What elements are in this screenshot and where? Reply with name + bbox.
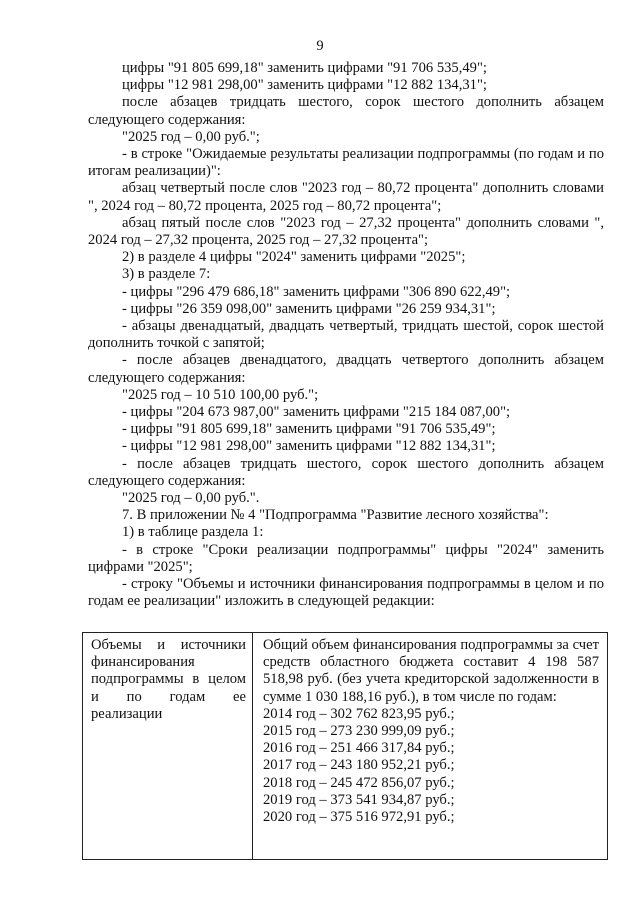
paragraph: абзац пятый после слов "2023 год – 27,32 процента" дополнить словами ", 2024 год – 27,32 процента, 2025 год – 27,32 процента"; (88, 214, 604, 249)
year-line: 2014 год – 302 762 823,95 руб.; (263, 705, 455, 722)
paragraph: - в строке "Сроки реализации подпрограммы" цифры "2024" заменить цифрами "2025"; (88, 541, 604, 575)
document-body (88, 60, 604, 611)
paragraph: цифры "91 805 699,18" заменить цифрами "91 706 535,49"; (122, 60, 487, 76)
table-cell-value (253, 633, 607, 859)
table-label-text: Объемы и источники финансирования подпрограммы в целом и по годам ее реализации (91, 637, 246, 722)
paragraph: - цифры "91 805 699,18" заменить цифрами "91 706 535,49"; (122, 421, 496, 438)
paragraph: - строку "Объемы и источники финансирования подпрограммы в целом и по годам ее реализации" изложить в следующей редакции: (88, 576, 604, 610)
page-number: 9 (316, 38, 324, 54)
paragraph: "2025 год – 10 510 100,00 руб."; (122, 386, 319, 403)
paragraph: цифры "12 981 298,00" заменить цифрами "12 882 134,31"; (122, 77, 487, 94)
paragraph: - абзацы двенадцатый, двадцать четвертый, тридцать шестой, сорок шестой дополнить точкой с запятой; (88, 318, 604, 352)
paragraph: - цифры "26 359 098,00" заменить цифрами "26 259 934,31"; (122, 300, 496, 317)
paragraph: абзац четвертый после слов "2023 год – 80,72 процента" дополнить словами ", 2024 год – 80,72 процента, 2025 год – 80,72 процента"; (88, 180, 604, 214)
year-line: 2018 год – 245 472 856,07 руб.; (263, 774, 455, 791)
paragraph: 7. В приложении № 4 "Подпрограмма "Развитие лесного хозяйства": (122, 507, 549, 524)
paragraph: после абзацев тридцать шестого, сорок шестого дополнить абзацем следующего содержания: (88, 94, 604, 128)
paragraph: - после абзацев тридцать шестого, сорок шестого дополнить абзацем следующего содержания: (88, 455, 604, 489)
paragraph: "2025 год – 0,00 руб."; (122, 128, 260, 145)
year-line: 2020 год – 375 516 972,91 руб.; (263, 809, 455, 826)
funding-table (82, 632, 608, 860)
paragraph: "2025 год – 0,00 руб.". (122, 490, 260, 507)
year-line: 2016 год – 251 466 317,84 руб.; (263, 740, 455, 757)
paragraph: 1) в таблице раздела 1: (122, 524, 264, 541)
paragraph: - цифры "296 479 686,18" заменить цифрами "306 890 622,49"; (122, 283, 511, 300)
paragraph: 2) в разделе 4 цифры "2024" заменить цифрами "2025"; (122, 249, 466, 266)
table-intro-text: Общий объем финансирования подпрограммы за счет средств областного бюджета составит 4 198 587 518,98 руб. (без учета кредиторской задолженности в сумме 1 030 188,16 руб.), в том числе по годам: (263, 637, 599, 705)
paragraph: - цифры "12 981 298,00" заменить цифрами "12 882 134,31"; (122, 438, 496, 455)
year-line: 2017 год – 243 180 952,21 руб.; (263, 757, 455, 774)
year-line: 2019 год – 373 541 934,87 руб.; (263, 791, 455, 808)
paragraph: - цифры "204 673 987,00" заменить цифрами "215 184 087,00"; (122, 404, 511, 421)
paragraph: - в строке "Ожидаемые результаты реализации подпрограммы (по годам и по итогам реализации)": (88, 146, 604, 180)
paragraph: - после абзацев двенадцатого, двадцать четвертого дополнить абзацем следующего содержания: (88, 352, 604, 386)
paragraph: 3) в разделе 7: (122, 266, 211, 283)
table-cell-label (83, 633, 253, 859)
year-line: 2015 год – 273 230 999,09 руб.; (263, 723, 455, 740)
